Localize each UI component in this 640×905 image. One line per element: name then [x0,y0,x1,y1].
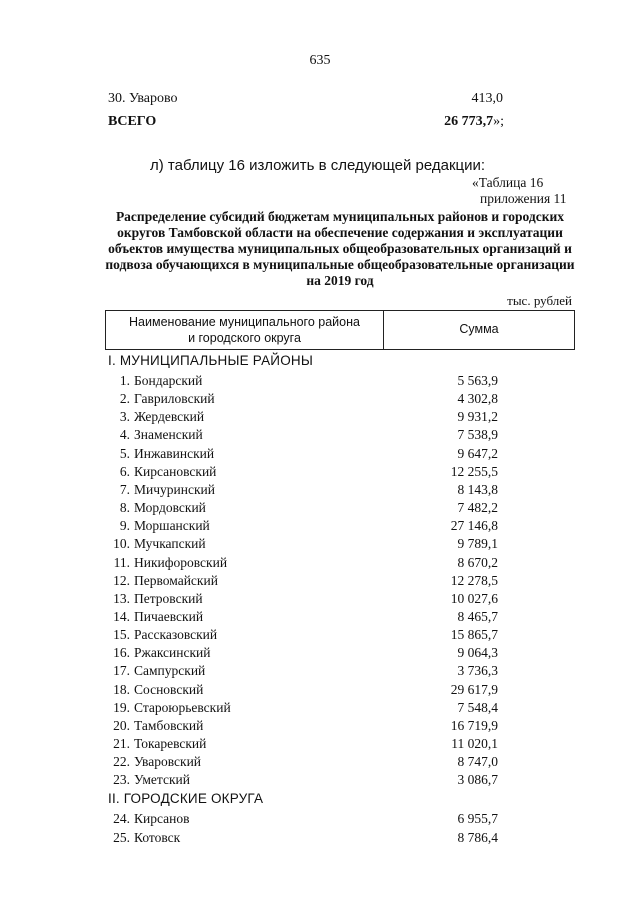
table-row-name [108,754,308,770]
table-row-value: 12 278,5 [450,572,498,588]
row-label: Гавриловский [134,391,215,407]
table-row-name [108,645,308,661]
table-row-name [108,391,308,407]
section-title-districts: I. МУНИЦИПАЛЬНЫЕ РАЙОНЫ [108,353,314,368]
table-row-name [108,518,308,534]
row-number: 14. [113,608,130,624]
table-row-name [108,591,308,607]
row-label: Мичуринский [134,481,215,497]
row-number: 24. [113,811,130,827]
row-number: 20. [113,717,130,733]
row-number: 23. [113,772,130,788]
row-number: 11. [113,554,130,570]
row-label: Мучкапский [134,536,206,552]
row-number: 12. [113,572,130,588]
table-ref-line2: приложения 11 [480,191,567,206]
table-row-name [108,482,308,498]
table-row-name [108,627,308,643]
table-row-value: 27 146,8 [450,518,498,534]
row-label: Инжавинский [134,445,215,461]
row-number: 25. [113,829,130,845]
header-name-line1: Наименование муниципального района [129,315,360,329]
total-value: 26 773,7 [444,114,494,129]
table-ref-line1: «Таблица 16 [472,175,544,190]
table-row-value: 3 736,3 [457,663,498,679]
row-label: Кирсановский [134,463,217,479]
row-label: Котовск [134,829,181,845]
page-number: 635 [309,53,331,68]
row-number: 19. [113,699,130,715]
table-row-value: 7 482,2 [457,500,498,516]
row-number: 17. [113,663,130,679]
table-row-name [108,446,308,462]
table-row-value: 16 719,9 [450,717,498,733]
table-row-name [108,373,308,389]
prev-row-value: 413,0 [471,91,503,106]
row-number: 16. [113,645,130,661]
table-row-name [108,409,308,425]
table-row-name [108,555,308,571]
total-label: ВСЕГО [108,114,157,129]
table-row-name [108,536,308,552]
units-label: тыс. рублей [507,293,572,308]
row-number: 22. [113,754,130,770]
total-suffix: »; [493,114,504,129]
row-label: Ржаксинский [134,645,211,661]
instruction-text: л) таблицу 16 изложить в следующей редакции: [150,157,486,174]
row-number: 13. [113,590,130,606]
table-row-value: 10 027,6 [450,590,498,606]
row-number: 18. [113,681,130,697]
row-label: Пичаевский [134,608,204,624]
header-name-line2: и городского округа [188,331,301,345]
row-label: Уметский [134,772,190,788]
row-label: Бондарский [134,373,203,388]
table-row-value: 8 786,4 [457,829,498,845]
header-sum-cell: Сумма [459,322,499,336]
row-label: Рассказовский [134,627,218,643]
table-row-name [108,772,308,788]
table-row-value: 8 465,7 [457,608,498,624]
table-row-value: 11 020,1 [451,736,498,751]
row-number: 9. [119,518,130,534]
table-row-value: 7 548,4 [457,699,498,715]
table-row-value: 9 647,2 [457,445,498,461]
table-row-value: 8 747,0 [457,754,498,770]
table-row-value: 9 931,2 [457,409,498,425]
table-row-value: 12 255,5 [450,463,498,479]
document-title: Распределение субсидий бюджетам муниципальных районов и городских округов Тамбовской области на обеспечение содержания и эксплуатации объектов имущества муниципальных общеобразовательных организаций и подвоза обучающихся в муниципальные общеобразовательные организации на 2019 год [105,209,575,288]
prev-row-label: 30. Уварово [108,91,178,106]
header-name-cell [106,314,383,346]
table-row-name [108,830,308,846]
table-row-name [108,700,308,716]
row-label: Знаменский [134,427,203,443]
row-label: Петровский [134,590,203,606]
row-label: Первомайский [134,572,218,588]
row-number: 7. [119,481,130,497]
section-title-urban-districts: II. ГОРОДСКИЕ ОКРУГА [108,791,264,807]
table-header [105,310,575,350]
total-value-wrap [444,114,504,130]
table-row-value: 9 789,1 [457,536,498,552]
table-row-name [108,573,308,589]
table-row-name [108,464,308,480]
row-number: 6. [119,463,130,479]
row-number: 8. [119,500,130,516]
table-row-value: 6 955,7 [457,811,498,827]
row-number: 4. [119,427,130,443]
table-row-value: 8 670,2 [457,554,498,570]
table-row-name [108,500,308,516]
row-number: 3. [119,409,130,425]
row-label: Уваровский [134,754,202,770]
table-row-value: 7 538,9 [457,427,498,443]
table-row-value: 8 143,8 [457,481,498,497]
row-number: 21. [113,736,130,751]
row-label: Токаревский [134,736,207,751]
table-row-value: 4 302,8 [457,391,498,407]
row-label: Кирсанов [134,811,190,827]
table-row-name [108,718,308,734]
table-row-name [108,609,308,625]
row-label: Никифоровский [134,554,228,570]
row-number: 10. [113,536,130,552]
table-row-value: 15 865,7 [450,627,498,643]
row-label: Жердевский [134,409,205,425]
row-number: 15. [113,627,130,643]
table-row-value: 29 617,9 [450,681,498,697]
table-row-name [108,682,308,698]
row-label: Сампурский [134,663,206,679]
table-row-name [108,427,308,443]
row-number: 1. [119,373,130,388]
row-label: Сосновский [134,681,204,697]
row-label: Тамбовский [134,717,204,733]
row-label: Моршанский [134,518,210,534]
table-row-name [108,736,308,752]
row-label: Староюрьевский [134,699,231,715]
row-number: 2. [119,391,130,407]
table-row-value: 3 086,7 [457,772,498,788]
row-number: 5. [119,445,130,461]
row-label: Мордовский [134,500,206,516]
table-row-value: 5 563,9 [457,373,498,388]
table-row-value: 9 064,3 [457,645,498,661]
table-row-name [108,663,308,679]
table-row-name [108,811,308,827]
